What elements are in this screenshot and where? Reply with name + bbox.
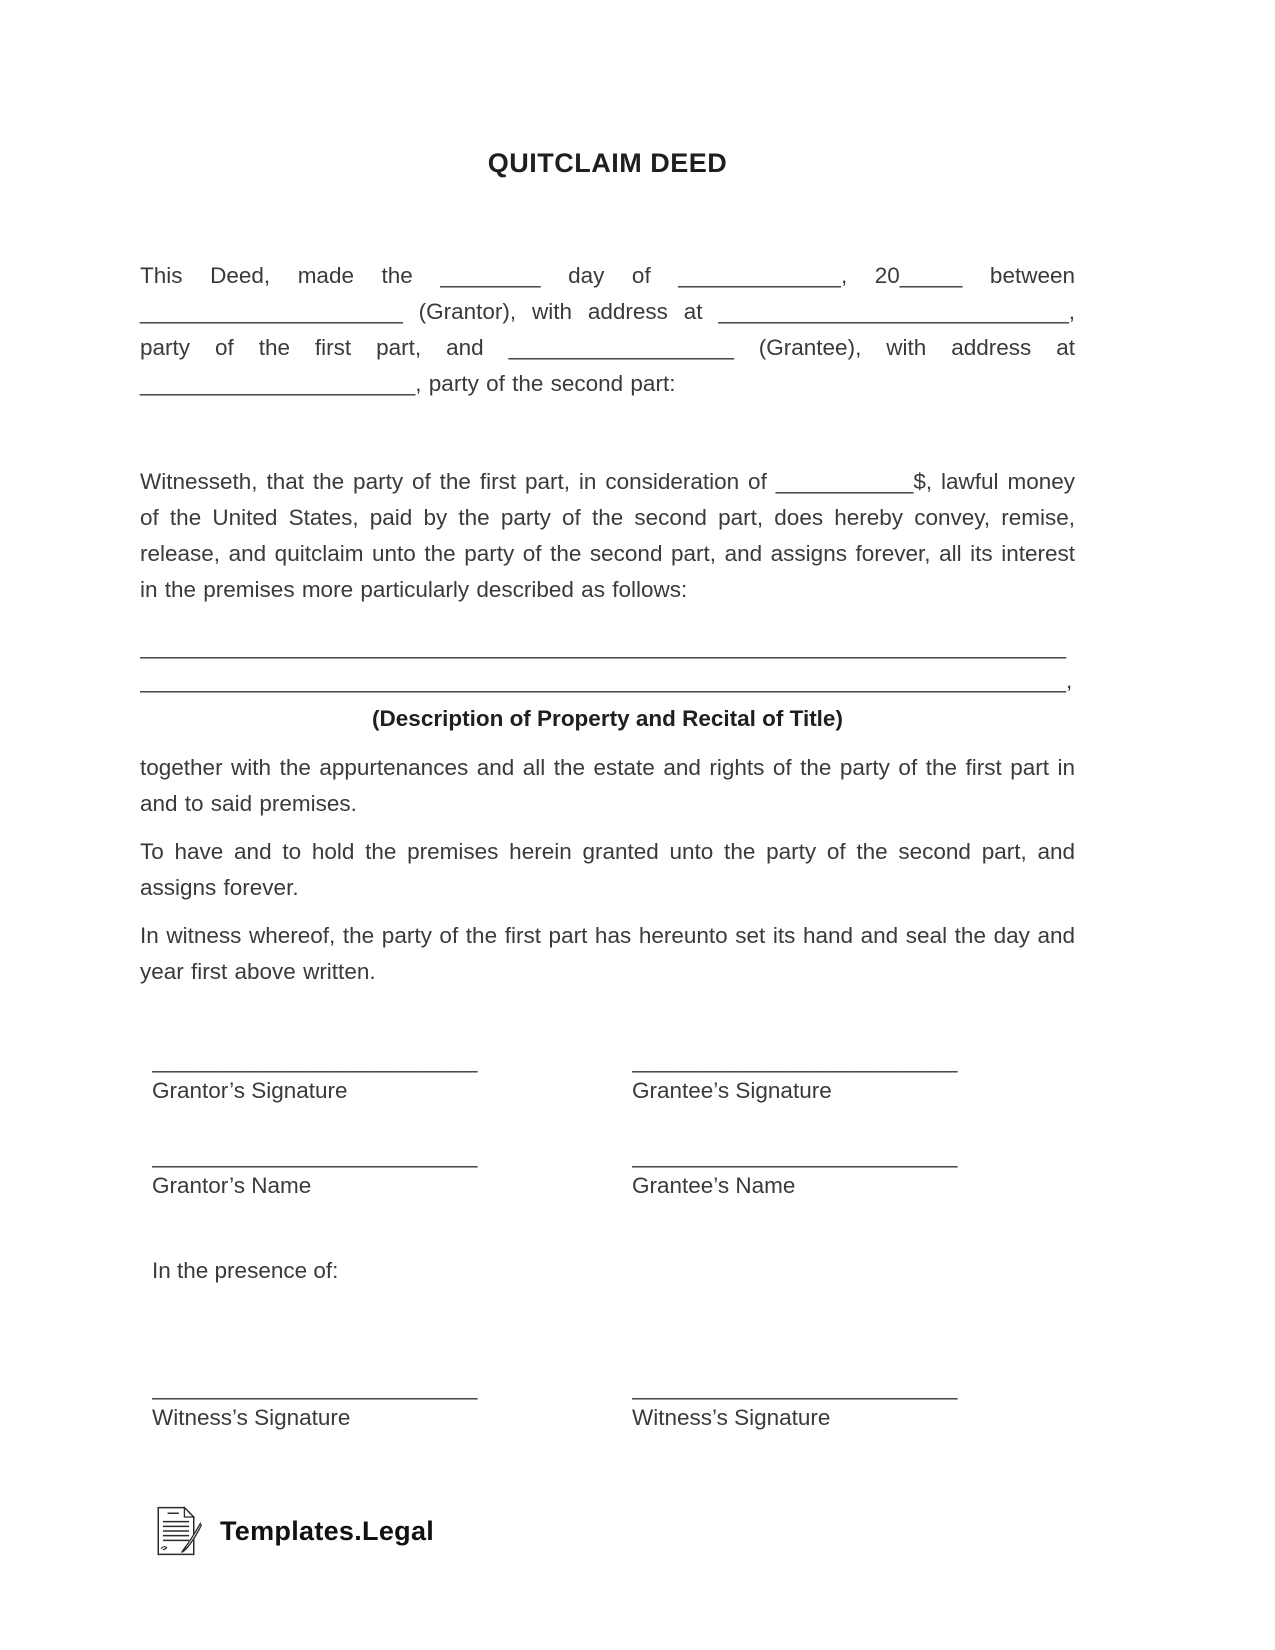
grantee-signature-line: __________________________: [632, 1048, 958, 1073]
footer-brand: [140, 1503, 1075, 1559]
description-caption: (Description of Property and Recital of Title): [372, 706, 843, 731]
signature-row: [140, 1046, 1075, 1106]
name-row: [140, 1141, 1075, 1201]
page-title: QUITCLAIM DEED: [487, 148, 728, 178]
in-witness-paragraph: In witness whereof, the party of the first part has hereunto set its hand and seal the day and year first above written.: [140, 923, 1075, 984]
witnesseth-paragraph: Witnesseth, that the party of the first part, in consideration of ___________$, lawful money of the United States, paid by the party of the second part, does hereby convey, remise, release, and quitclaim unto the party of the second part, and assigns forever, all its interest in the premises more particularly described as follows:: [140, 469, 1075, 602]
grantor-name-block: [140, 1141, 620, 1201]
witness-signature-line-right: __________________________: [632, 1375, 958, 1400]
grantor-signature-block: [140, 1046, 620, 1106]
intro-paragraph: This Deed, made the ________ day of _____________, 20_____ between _____________________ (Grantor), with address at ____________________________, party of the first part, and __________________ (Grantee), with address at ______________________, party of the second part:: [140, 263, 1075, 396]
grantee-name-label: Grantee’s Name: [632, 1173, 796, 1198]
together-paragraph: together with the appurtenances and all the estate and rights of the party of the first part in and to said premises.: [140, 755, 1075, 816]
witness-signature-label-right: Witness’s Signature: [632, 1405, 831, 1430]
signature-section: [140, 1046, 1075, 1433]
witness-signature-label-left: Witness’s Signature: [152, 1405, 351, 1430]
witness-signature-block-right: [620, 1373, 1075, 1433]
presence-label: In the presence of:: [152, 1258, 339, 1283]
to-have-paragraph: To have and to hold the premises herein granted unto the party of the second part, and assigns forever.: [140, 839, 1075, 900]
witness-row: [140, 1373, 1075, 1433]
grantee-signature-label: Grantee’s Signature: [632, 1078, 832, 1103]
grantor-name-line: __________________________: [152, 1143, 478, 1168]
grantee-name-block: [620, 1141, 1075, 1201]
grantee-signature-block: [620, 1046, 1075, 1106]
grantor-signature-label: Grantor’s Signature: [152, 1078, 348, 1103]
grantor-name-label: Grantor’s Name: [152, 1173, 312, 1198]
witness-signature-line-left: __________________________: [152, 1375, 478, 1400]
description-blank-line-1: __________________________________________________________________________: [140, 634, 1066, 659]
brand-name: Templates.Legal: [220, 1515, 435, 1546]
witness-signature-block-left: [140, 1373, 620, 1433]
grantee-name-line: __________________________: [632, 1143, 958, 1168]
document-with-pen-icon: [148, 1503, 204, 1559]
grantor-signature-line: __________________________: [152, 1048, 478, 1073]
description-blank-line-2: __________________________________________________________________________,: [140, 668, 1073, 693]
